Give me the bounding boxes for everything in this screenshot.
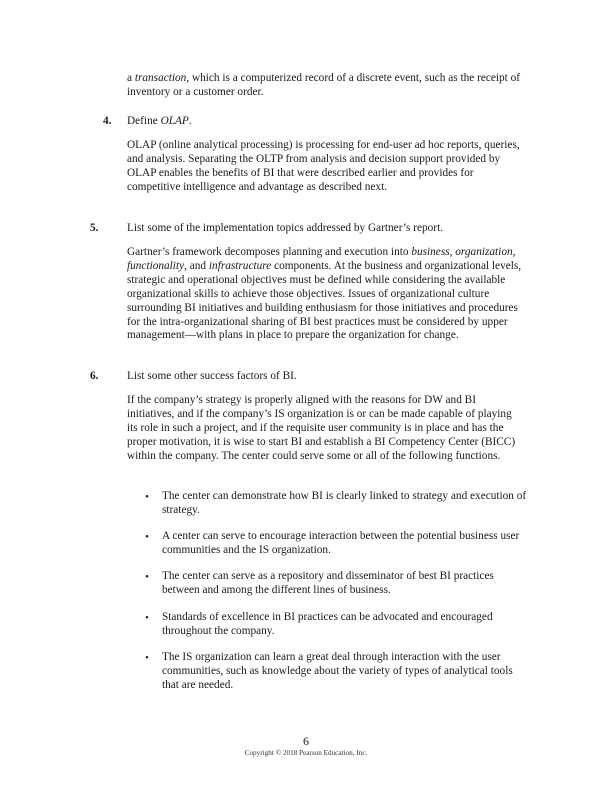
question-4-number: 4. xyxy=(103,115,112,127)
page-number: 6 xyxy=(303,734,309,748)
question-6-answer: If the company’s strategy is properly aligned with the reasons for DW and BI initiatives, and if the company’s IS organization is or can be made capable of playing its role in such a project, and if the requisite user community is in place and has the proper motivation, it is wise to start BI and establish a BI Competency Center (BICC) within the company. The center could serve some or all of the following functions. xyxy=(127,394,516,462)
question-5-prompt: List some of the implementation topics addressed by Gartner’s report. xyxy=(127,222,444,234)
bullet-icon: • xyxy=(145,531,149,543)
question-5-term-functionality: functionality xyxy=(127,259,185,272)
bullet-icon: • xyxy=(145,491,149,503)
question-5-term-business: business xyxy=(411,246,450,258)
intro-text-after: , which is a computerized record of a discrete event, such as the receipt of inventory or a customer order. xyxy=(127,72,521,98)
bullet-icon: • xyxy=(145,612,149,624)
question-4-prompt-term: OLAP xyxy=(160,115,189,127)
question-5-answer-text: , and xyxy=(184,259,209,272)
question-4-prompt xyxy=(127,114,192,128)
list-item: A center can serve to encourage interaction between the potential business user communities and the IS organization. xyxy=(162,530,520,556)
question-5-term-organization: organization xyxy=(455,246,513,258)
list-item: The center can demonstrate how BI is clearly linked to strategy and execution of strategy. xyxy=(162,490,527,516)
bullet-icon: • xyxy=(145,571,149,583)
list-item: The IS organization can learn a great deal through interaction with the user communities, such as knowledge about the variety of types of analytical tools that are needed. xyxy=(162,651,513,691)
question-5-answer-text: Gartner’s framework decomposes planning and execution into xyxy=(127,246,412,258)
question-5-number: 5. xyxy=(90,222,99,234)
question-4-answer: OLAP (online analytical processing) is processing for end-user ad hoc reports, queries, and analysis. Separating the OLTP from analysis and decision support provided by OLAP enables the benefits of BI that were described earlier and provides for competitive intelligence and advantage as described next. xyxy=(127,139,520,193)
question-5-answer-text: , xyxy=(512,246,516,258)
list-item: Standards of excellence in BI practices can be advocated and encouraged throughout the company. xyxy=(162,611,493,637)
bullet-icon: • xyxy=(145,652,149,664)
intro-paragraph xyxy=(127,72,525,100)
question-6-prompt: List some other success factors of BI. xyxy=(127,370,297,382)
copyright-notice: Copyright © 2018 Pearson Education, Inc. xyxy=(244,749,368,757)
question-5-answer-text: components. At the business and organizational levels, strategic and operational objectives must be defined while considering the available organizational skills to achieve those objectives. Issues of organizational culture surrounding BI initiatives and building enthusiasm for those initiatives and procedures for the intra-organizational sharing of BI best practices must be considered by upper management—with plans in place to prepare the organization for change. xyxy=(127,259,522,342)
question-5-term-infrastructure: infrastructure xyxy=(208,259,272,272)
intro-text-before: a xyxy=(127,72,135,84)
question-5-answer-text: , xyxy=(449,246,456,258)
question-5-answer xyxy=(127,246,525,343)
question-4-prompt-suffix: . xyxy=(188,115,192,127)
list-item: The center can serve as a repository and disseminator of best BI practices between and among the different lines of business. xyxy=(162,570,494,596)
intro-term-transaction: transaction xyxy=(134,72,187,84)
question-6-number: 6. xyxy=(90,370,99,382)
question-4-prompt-prefix: Define xyxy=(127,115,161,127)
